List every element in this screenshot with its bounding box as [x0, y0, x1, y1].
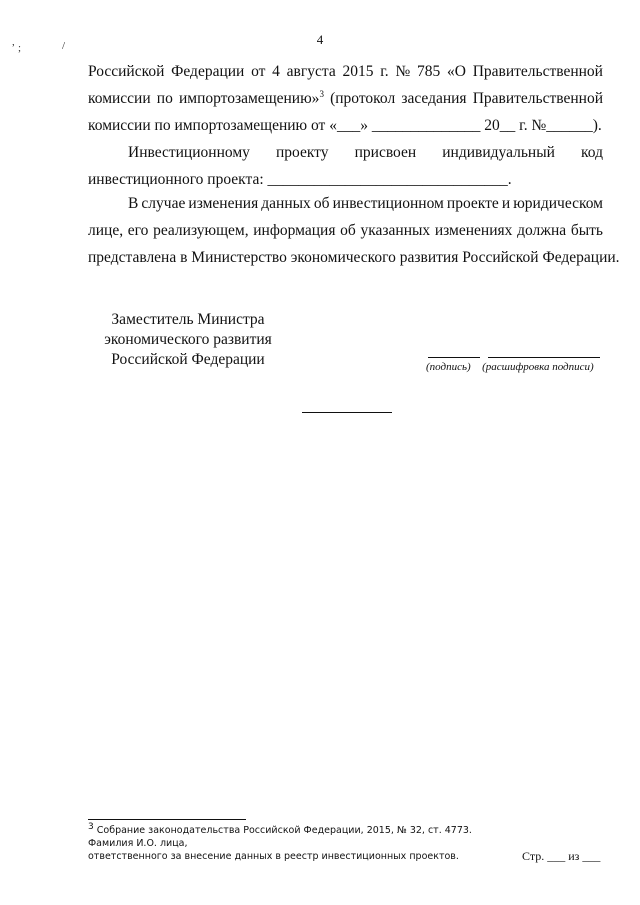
footnote-text: Собрание законодательства Российской Федерации, 2015, № 32, ст. 4773. — [96, 825, 472, 836]
decoding-caption: (расшифровка подписи) — [482, 361, 594, 373]
signature-caption: (подпись) — [426, 361, 471, 373]
signatory-title: Заместитель Министра экономического развития Российской Федерации — [104, 311, 272, 368]
footnote-marker: 3 — [88, 821, 94, 832]
text-line: инвестиционного проекта: _______________________________. — [88, 171, 512, 188]
text-line: В случае изменения данных об инвестиционном проекте и юридическом — [128, 195, 603, 212]
text-line: Инвестиционному проекту присвоен индивидуальный код — [128, 144, 603, 161]
page-number: 4 — [316, 32, 324, 47]
paragraph-resolution-reference — [88, 58, 603, 139]
footnote-reference: 3 — [319, 88, 324, 99]
signature-captions — [426, 361, 594, 373]
text-line: представлена в Министерство экономического развития Российской Федерации. — [88, 249, 620, 266]
name-decoding-line — [488, 357, 600, 358]
text-line: комиссии по импортозамещению»$^3$ (протокол заседания Правительственной — [88, 88, 603, 107]
scan-artifact: ; — [18, 42, 22, 54]
page-counter: Стр. ___ из ___ — [522, 849, 601, 863]
text-line: лице, его реализующем, информация об указанных изменениях должна быть — [88, 222, 603, 239]
text-line: Российской Федерации от 4 августа 2015 г. № 785 «О Правительственной — [88, 63, 603, 80]
text-line: комиссии по импортозамещению от «___» ______________ 20__ г. №______). — [88, 117, 602, 134]
signature-line — [428, 357, 480, 358]
end-of-text-divider — [302, 412, 392, 413]
paragraph-change-notification — [88, 190, 620, 271]
footnote — [88, 821, 472, 836]
footnote-divider — [88, 819, 246, 820]
responsible-person-description: ответственного за внесение данных в реестр инвестиционных проектов. — [88, 851, 459, 862]
responsible-person-label: Фамилия И.О. лица, — [88, 838, 188, 849]
scan-artifact: , — [12, 36, 15, 48]
scan-artifact: / — [62, 40, 66, 52]
paragraph-project-code — [88, 139, 603, 193]
